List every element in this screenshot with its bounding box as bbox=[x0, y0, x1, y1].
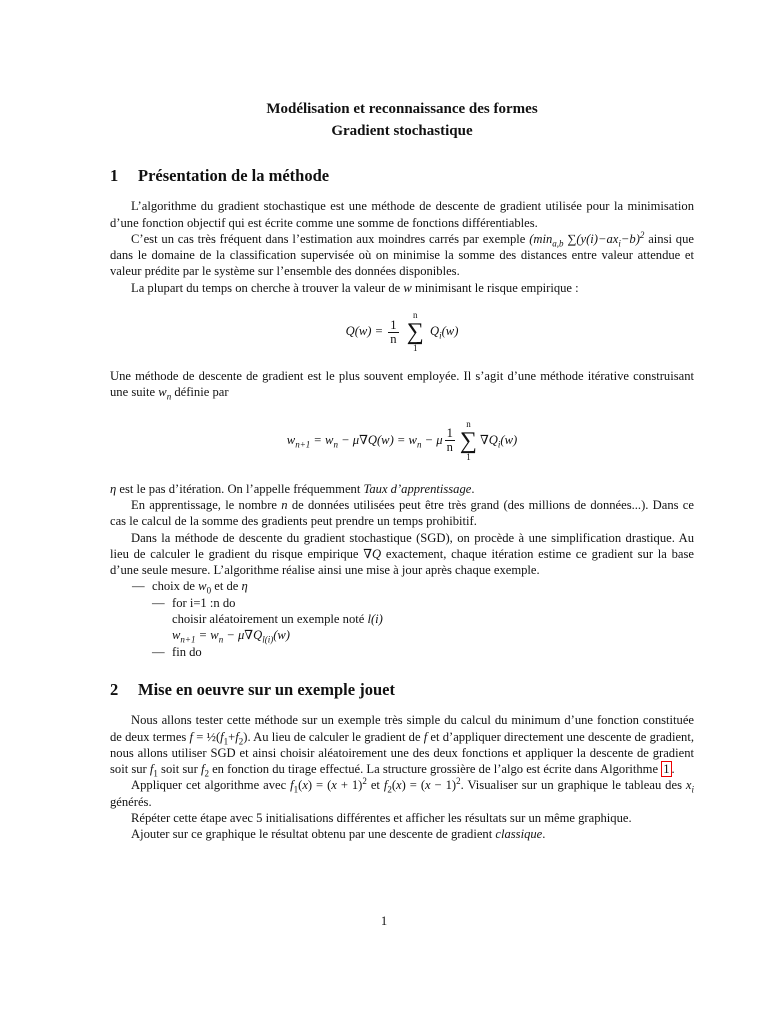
equation-update: $w_{n+1} = w_n - \mu\nabla Q(w) = w_n - \mu$ $\frac{1}{n}$ n ∑ 1 $\nabla Q_i(w)$ bbox=[286, 418, 518, 462]
list-item-text: fin do bbox=[172, 644, 202, 659]
paragraph: Une méthode de descente de gradient est le plus souvent employée. Il s’agit d’une méthode itérative construisant une suite $w_n$ définie par bbox=[110, 369, 694, 402]
algorithm-list bbox=[132, 578, 694, 659]
list-item: — choix de $w_0$ et de η bbox=[132, 579, 248, 596]
list-item: — fin do bbox=[152, 644, 202, 659]
page-number: 1 bbox=[380, 914, 388, 928]
list-item: $w_{n+1} = w_n - \mu\nabla Q_{l(i)}(w)$ bbox=[172, 628, 290, 645]
paragraph: Répéter cette étape avec 5 initialisations différentes et afficher les résultats sur un même graphique. bbox=[131, 811, 632, 826]
list-item: choisir aléatoirement un exemple noté l(i) bbox=[172, 612, 383, 627]
paragraph: Nous allons tester cette méthode sur un exemple très simple du calcul du minimum d’une fonction constituée de deux termes $f = \frac{1}{2}(f_1+f_2)$. Au lieu de calculer le gradient de f et d’appliquer directement une descente de gradient, nous allons utiliser SGD et ainsi choisir aléatoirement une des deux fonctions et appliquer la descente de gradient soit sur $f_1$ soit sur $f_2$ en fonction du tirage effectué. La structure grossière de l’algo est écrite dans Algorithme 1 . bbox=[110, 713, 695, 779]
section-title: Mise en oeuvre sur un exemple jouet bbox=[138, 679, 395, 699]
emphasis: classique bbox=[495, 827, 543, 842]
emphasis: Taux d’apprentissage bbox=[363, 481, 472, 496]
document-page bbox=[110, 98, 694, 843]
list-item: — for i=1 :n do bbox=[152, 595, 236, 610]
paragraph: L’algorithme du gradient stochastique est une méthode de descente de gradient utilisée pour la minimisation d’une fonction objectif qui est écrite comme une somme de fonctions différentiables. bbox=[110, 199, 694, 230]
section-number: 1 bbox=[110, 166, 119, 185]
paragraph-text: Ajouter sur ce graphique le résultat obtenu par une descente de gradient bbox=[131, 827, 493, 842]
paragraph: η est le pas d’itération. On l’appelle fréquemment Taux d’apprentissage. bbox=[110, 481, 475, 496]
inline-math: ($\min_{a,b}$ $\sum(y(i)-ax_i-b)^2$ bbox=[529, 229, 645, 249]
list-item-text: for i=1 :n do bbox=[172, 595, 236, 610]
paragraph-text: C’est un cas très fréquent dans l’estimation aux moindres carrés par exemple bbox=[131, 231, 526, 246]
paragraph-text: ainsi que dans le domaine de la classification supervisée où on minimise la somme des distances entre valeur attendue et valeur prédite par le système sur l’ensemble des données disponibles. bbox=[110, 231, 694, 279]
section-number: 2 bbox=[110, 679, 119, 699]
paragraph bbox=[110, 231, 694, 280]
title-line-2: Gradient stochastique bbox=[331, 123, 473, 139]
section-2-heading bbox=[110, 679, 694, 699]
section-1-heading bbox=[110, 168, 694, 184]
algorithm-reference-link[interactable]: 1 bbox=[663, 762, 670, 777]
paragraph: Appliquer cet algorithme avec $f_1(x) = (x + 1)^2$ et $f_2(x) = (x - 1)^2$. Visualiser sur un graphique le tableau des $x_i$ générés. bbox=[110, 776, 695, 809]
title-line-1: Modélisation et reconnaissance des formes bbox=[266, 101, 538, 117]
section-title: Présentation de la méthode bbox=[138, 166, 330, 185]
equation-risk: Q(w) = $\frac{1}{n}$ n ∑ 1 $Q_i(w)$ bbox=[345, 310, 459, 354]
paragraph: Ajouter sur ce graphique le résultat obtenu par une descente de gradient classique. bbox=[131, 827, 546, 842]
paragraph: Dans la méthode de descente du gradient stochastique (SGD), on procède à une simplification drastique. Au lieu de calculer le gradient du risque empirique ∇Q exactement, chaque itération estime ce gradient sur la base d’une seule mesure. L’algorithme réalise ainsi une mise à jour après chaque exemple. bbox=[110, 530, 694, 578]
document-title bbox=[110, 98, 694, 142]
paragraph: En apprentissage, le nombre n de données utilisées peut être très grand (des millions de données...). Dans ce cas le calcul de la somme des gradients peut prendre un temps prohibitif. bbox=[110, 497, 694, 529]
paragraph: La plupart du temps on cherche à trouver la valeur de w minimisant le risque empirique : bbox=[131, 280, 579, 295]
